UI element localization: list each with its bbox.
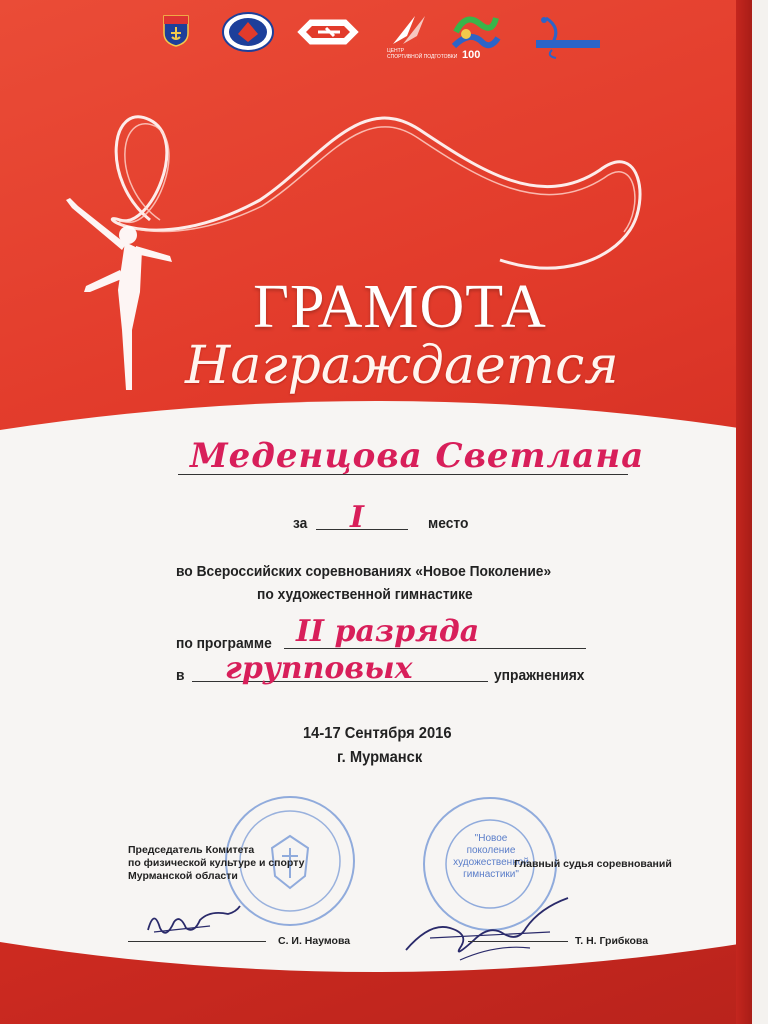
stamp-line-1: "Новое поколение — [466, 833, 516, 856]
right-signatory-name: Т. Н. Грибкова — [575, 935, 649, 947]
new-generation-emblem-icon — [532, 14, 604, 65]
left-signatory-title — [128, 844, 304, 883]
program-prefix: по программе — [176, 635, 272, 652]
competition-line-2: по художественной гимнастике — [257, 586, 473, 603]
certificate-subtitle: Награждается — [185, 336, 619, 396]
competition-line-1: во Всероссийских соревнованиях «Новое Поколение» — [176, 563, 552, 580]
signature-left-icon — [140, 900, 250, 945]
svg-text:СПОРТИВНОЙ ПОДГОТОВКИ: СПОРТИВНОЙ ПОДГОТОВКИ — [387, 54, 458, 60]
place-suffix: место — [428, 515, 469, 532]
recipient-name: Меденцова Светлана — [190, 436, 645, 476]
recipient-underline — [178, 474, 628, 475]
svg-text:100: 100 — [462, 49, 481, 61]
left-title-line-3: Мурманской области — [128, 870, 238, 882]
right-signature-line — [468, 941, 568, 942]
left-title-line-2: по физической культуре и спорту — [128, 857, 305, 869]
white-panel — [0, 402, 752, 972]
stamp-line-2: художественной — [453, 857, 529, 868]
center-sport-training-emblem-icon — [385, 14, 458, 65]
title-area — [0, 60, 752, 400]
left-title-line-1: Председатель Комитета — [128, 844, 255, 856]
svg-text:ЦЕНТР: ЦЕНТР — [387, 48, 405, 54]
sportkomitet-emblem-icon — [222, 12, 274, 57]
left-signature-line — [128, 941, 266, 942]
anniversary-100-emblem-icon — [452, 12, 500, 67]
exercise-value: групповых — [225, 651, 413, 686]
place-value: I — [350, 500, 365, 535]
certificate-title: ГРАМОТА — [253, 273, 547, 341]
event-dates: 14-17 Сентября 2016 — [303, 725, 452, 742]
program-value: II разряда — [296, 614, 480, 649]
left-signatory-name: С. И. Наумова — [278, 935, 351, 947]
signature-right-icon — [400, 888, 580, 968]
right-signatory-title: Главный судья соревнований — [514, 858, 672, 870]
place-prefix: за — [293, 515, 308, 532]
coat-of-arms-icon — [163, 15, 189, 52]
event-city: г. Мурманск — [337, 749, 423, 766]
exercise-prefix: в — [176, 667, 185, 684]
stamp-line-3: гимнастики" — [463, 869, 519, 880]
spartak-emblem-icon — [296, 18, 360, 51]
exercise-suffix: упражнениях — [494, 667, 585, 684]
